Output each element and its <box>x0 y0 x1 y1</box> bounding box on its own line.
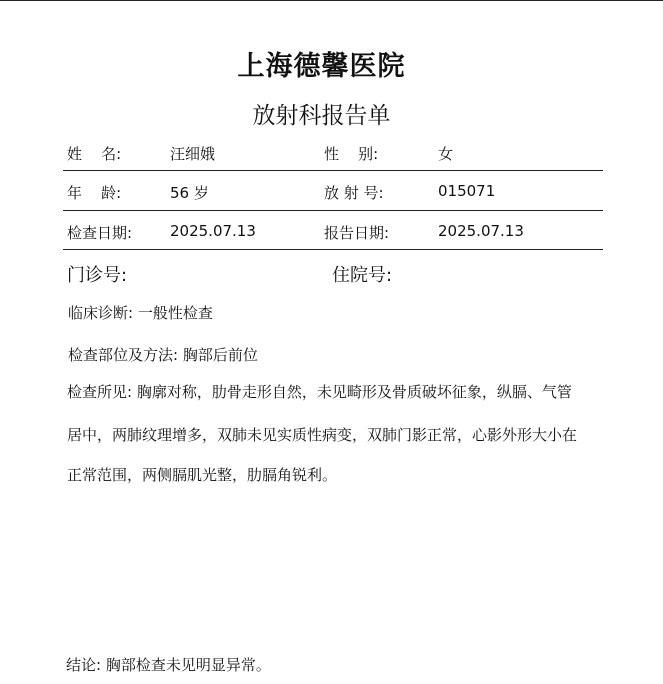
findings-line-1: 检查所见: 胸廓对称，肋骨走形自然，未见畸形及骨质破坏征象，纵膈、气管 <box>67 383 572 401</box>
age-value: 56 岁 <box>170 184 209 202</box>
name-label: 姓 名: <box>67 145 122 163</box>
report-title: 放射科报告单 <box>252 103 391 129</box>
findings-line-2: 居中，两肺纹理增多，双肺未见实质性病变，双肺门影正常，心影外形大小在 <box>67 426 578 444</box>
radiology-no-label: 放 射 号: <box>324 184 384 202</box>
sex-label: 性 别: <box>324 145 379 163</box>
inpatient-number-label: 住院号: <box>332 265 393 286</box>
exam-date-label: 检查日期: <box>67 224 133 242</box>
findings-line-3: 正常范围，两侧膈肌光整，肋膈角锐利。 <box>67 466 338 484</box>
top-border-line <box>0 0 663 1</box>
hospital-name: 上海德馨医院 <box>237 51 406 82</box>
exam-date-value: 2025.07.13 <box>170 222 256 240</box>
exam-part-method: 检查部位及方法: 胸部后前位 <box>68 346 258 364</box>
radiology-no-value: 015071 <box>438 182 496 200</box>
divider-1 <box>63 170 603 171</box>
sex-value: 女 <box>438 145 454 163</box>
outpatient-number-label: 门诊号: <box>67 265 128 286</box>
report-date-value: 2025.07.13 <box>438 222 524 240</box>
age-label: 年 龄: <box>67 184 122 202</box>
conclusion: 结论: 胸部检查未见明显异常。 <box>66 656 271 674</box>
report-date-label: 报告日期: <box>324 224 390 242</box>
divider-2 <box>63 210 603 211</box>
divider-3 <box>63 249 603 250</box>
clinical-diagnosis: 临床诊断: 一般性检查 <box>68 304 213 322</box>
name-value: 汪细娥 <box>170 145 216 163</box>
